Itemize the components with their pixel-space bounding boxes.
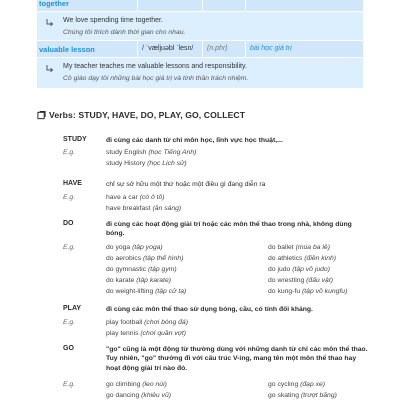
section-heading xyxy=(37,110,245,120)
column-divider xyxy=(202,41,203,57)
example-item: go cycling (đạp xe) xyxy=(268,381,326,388)
example-item: do gymnastic (tập gym) xyxy=(106,266,177,273)
vocab-term: valuable lesson xyxy=(39,45,95,54)
example-item: do aerobics (tập thể hình) xyxy=(106,255,184,262)
example-english: My teacher teaches me valuable lessons and responsibility. xyxy=(63,63,247,70)
example-item: do kung-fu (tập võ kungfu) xyxy=(268,288,348,295)
example-item: do wrestling (đấu vật) xyxy=(268,277,333,284)
vocab-ipa: / ˈvæljuəbl ˈlesn/ xyxy=(142,45,194,52)
vocab-example-row xyxy=(37,12,363,41)
vocab-term-row xyxy=(37,41,363,58)
column-divider xyxy=(245,41,246,57)
column-divider xyxy=(202,0,203,11)
example-vietnamese: Cô giáo dạy tôi những bài học giá trị và tinh thần trách nhiệm. xyxy=(63,75,249,82)
example-item: go climbing (leo núi) xyxy=(106,381,167,388)
column-divider xyxy=(245,0,246,11)
example-item: play tennis (chơi quần vợt) xyxy=(106,330,187,337)
vocab-example-row xyxy=(37,58,363,89)
vocab-term: together xyxy=(39,0,69,8)
vocab-table xyxy=(37,0,363,89)
example-item: do ballet (múa ba lê) xyxy=(268,244,330,251)
eg-label: E.g. xyxy=(63,381,76,388)
example-item: play football (chơi bóng đá) xyxy=(106,319,188,326)
eg-label: E.g. xyxy=(63,149,76,156)
example-item: do judo (tập võ judo) xyxy=(268,266,330,273)
arrow-bullet-icon xyxy=(45,18,55,28)
column-divider xyxy=(137,0,138,11)
example-vietnamese: Chúng tôi thích dành thời gian cho nhau. xyxy=(63,29,186,36)
example-item: do yoga (tập yoga) xyxy=(106,244,163,251)
example-english: We love spending time together. xyxy=(63,17,163,24)
example-item: have a car (có ô tô) xyxy=(106,194,165,201)
verb-keyword: DO xyxy=(63,220,74,227)
verb-keyword: STUDY xyxy=(63,136,87,143)
vocab-meaning: bài học giá trị xyxy=(250,45,292,52)
verb-keyword: HAVE xyxy=(63,180,82,187)
verb-keyword: GO xyxy=(63,345,74,352)
example-item: do athletics (điền kinh) xyxy=(268,255,337,262)
vocab-term-row xyxy=(37,0,363,12)
example-item: go dancing (khiêu vũ) xyxy=(106,392,171,399)
example-item: do karate (tập karate) xyxy=(106,277,171,284)
verb-description: đi cùng các hoạt động giải trí hoặc các môn thể thao trong nhà, không dùng bóng. xyxy=(106,221,352,238)
arrow-bullet-icon xyxy=(45,64,55,74)
book-icon xyxy=(37,111,46,120)
eg-label: E.g. xyxy=(63,319,76,326)
example-item: have breakfast (ăn sáng) xyxy=(106,205,182,212)
vocab-part-of-speech: (n.phr) xyxy=(207,45,228,52)
example-item: do weight-lifting (tập cử tạ) xyxy=(106,288,187,295)
eg-label: E.g. xyxy=(63,194,76,201)
eg-label: E.g. xyxy=(63,244,76,251)
verb-description: đi cùng các danh từ chỉ môn học, lĩnh vực học thuật,... xyxy=(106,137,283,144)
verb-description: chỉ sự sở hữu một thứ hoặc một điều gì đang diễn ra xyxy=(106,181,266,188)
column-divider xyxy=(137,41,138,57)
verb-keyword: PLAY xyxy=(63,305,82,312)
example-item: study English (học Tiếng Anh) xyxy=(106,149,197,156)
example-item: study History (học Lịch sử) xyxy=(106,160,187,167)
verb-description: đi cùng các môn thể thao sử dụng bóng, cầu, có tính đối kháng. xyxy=(106,306,313,313)
example-item: go skating (trượt băng) xyxy=(268,392,337,399)
verb-description: "go" cũng là một động từ thường dùng với những danh từ chỉ các môn thể thao. Tuy nhiên, "go" thường đi với cấu trúc V-ing, mang tên một môn thể thao hay hoạt động giải trí nào đó. xyxy=(106,346,368,372)
section-title: Verbs: STUDY, HAVE, DO, PLAY, GO, COLLECT xyxy=(49,110,246,120)
